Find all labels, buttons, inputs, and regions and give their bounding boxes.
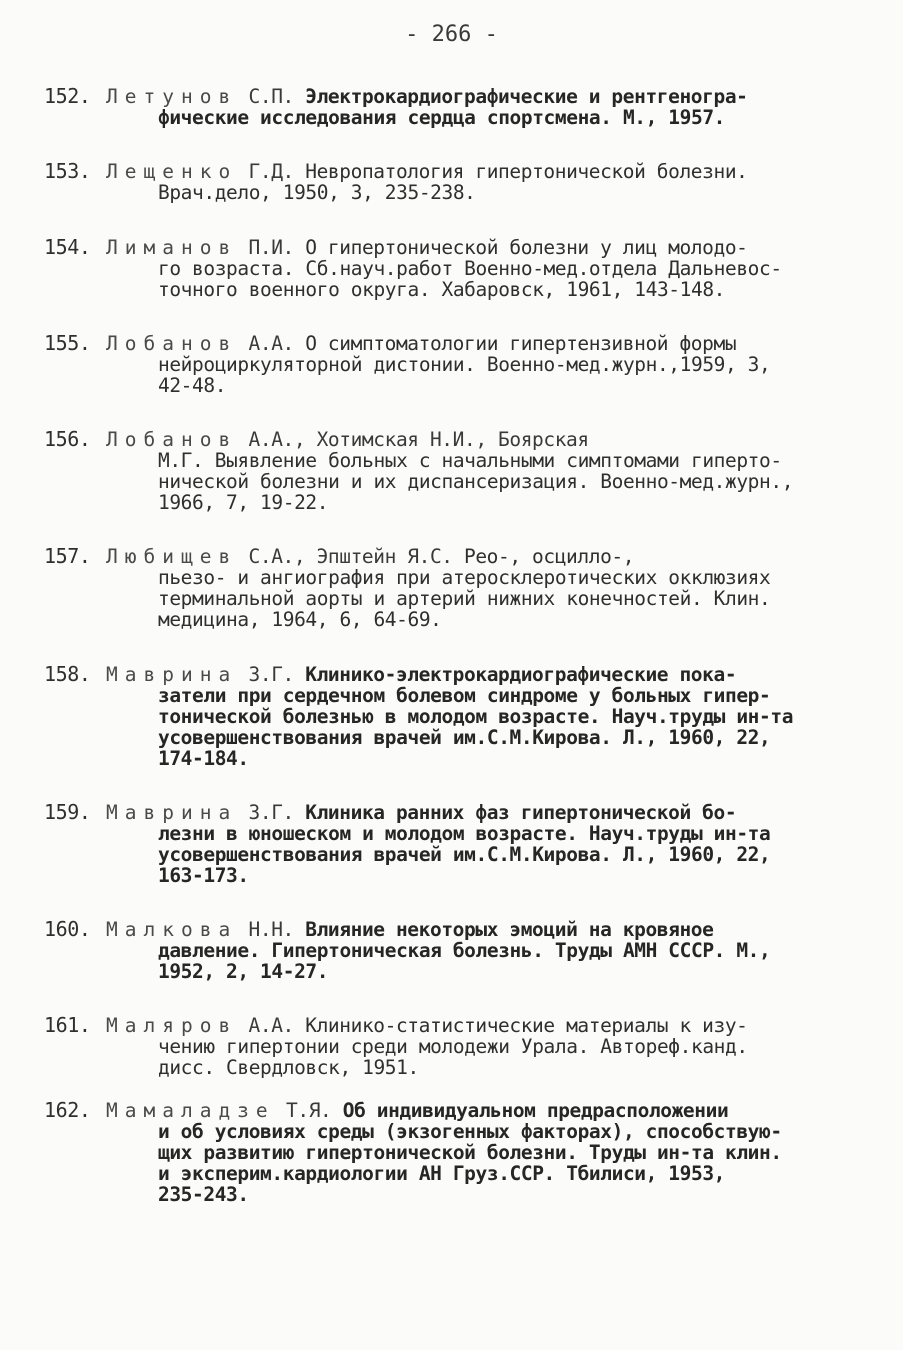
entry-text-line: дисс. Свердловск, 1951.	[158, 1056, 419, 1079]
bibliography-entry	[44, 333, 874, 396]
entry-text-line: О гипертонической болезни у лиц молодо-	[305, 236, 748, 259]
entry-author: Лещенко	[106, 160, 238, 183]
entry-number: 159.	[44, 800, 91, 824]
entry-text-line: Об индивидуальном предрасположении	[342, 1099, 729, 1122]
bibliography-entry	[44, 237, 874, 300]
entry-text-line: Влияние некоторых эмоций на кровяное	[305, 918, 714, 941]
entry-text-line: 174-184.	[158, 747, 249, 770]
entry-initials: А.А.	[248, 1014, 294, 1037]
entry-number: 157.	[44, 544, 91, 568]
entry-text-line: терминальной аорты и артерий нижних конечностей. Клин.	[158, 587, 771, 610]
entry-text-line: 1966, 7, 19-22.	[158, 491, 329, 514]
entry-first-line	[106, 86, 874, 107]
entry-text-line: Клинико-электрокардиографические пока-	[305, 663, 737, 686]
entry-initials: А.А., Хотимская Н.И., Боярская	[248, 428, 589, 451]
entry-first-line	[106, 546, 874, 567]
entry-text-line: нической болезни и их диспансеризация. Военно-мед.журн.,	[158, 470, 794, 493]
entry-initials: П.И.	[248, 236, 294, 259]
entry-text-line: затели при сердечном болевом синдроме у больных гипер-	[158, 684, 771, 707]
entry-author: Мамаладзе	[106, 1099, 275, 1122]
page-number: - 266 -	[405, 22, 498, 47]
entry-number: 160.	[44, 917, 91, 941]
entry-text-line: давление. Гипертоническая болезнь. Труды АМН СССР. М.,	[158, 939, 771, 962]
bibliography-entry	[44, 161, 874, 203]
bibliography-entry	[44, 546, 874, 630]
entry-number: 162.	[44, 1098, 91, 1122]
entry-text-line: 235-243.	[158, 1183, 249, 1206]
entry-author: Лобанов	[106, 332, 238, 355]
entry-initials: Н.Н.	[248, 918, 294, 941]
entry-text-line: точного военного округа. Хабаровск, 1961, 143-148.	[158, 278, 725, 301]
entry-text-line: го возраста. Сб.науч.работ Военно-мед.отдела Дальневос-	[158, 257, 782, 280]
bibliography-entry	[44, 1100, 874, 1205]
bibliography-entry	[44, 919, 874, 982]
entry-author: Маврина	[106, 801, 238, 824]
entry-text-line: лезни в юношеском и молодом возрасте. Науч.труды ин-та	[158, 822, 771, 845]
entry-first-line	[106, 802, 874, 823]
entry-initials: Г.Д.	[248, 160, 294, 183]
entry-text-line: нейроциркуляторной дистонии. Военно-мед.журн.,1959, 3,	[158, 353, 771, 376]
entry-number: 154.	[44, 235, 91, 259]
entry-initials: С.П.	[248, 85, 294, 108]
entry-initials: З.Г.	[248, 801, 294, 824]
entry-author: Малкова	[106, 918, 238, 941]
bibliography-entry	[44, 429, 874, 513]
entry-initials: А.А.	[248, 332, 294, 355]
entry-initials: С.А., Эпштейн Я.С.	[248, 545, 453, 568]
entry-number: 153.	[44, 159, 91, 183]
entry-text-line: тонической болезнью в молодом возрасте. Науч.труды ин-та	[158, 705, 794, 728]
entry-author: Лиманов	[106, 236, 238, 259]
bibliography-entry	[44, 664, 874, 769]
entry-text-line: фические исследования сердца спортсмена. М., 1957.	[158, 106, 725, 129]
entry-text-line: О симптоматологии гипертензивной формы	[305, 332, 737, 355]
entry-first-line	[106, 919, 874, 940]
entry-text-line: усовершенствования врачей им.С.М.Кирова. Л., 1960, 22,	[158, 843, 771, 866]
entry-text-line: Клинико-статистические материалы к изу-	[305, 1014, 748, 1037]
entry-first-line	[106, 429, 874, 450]
entry-first-line	[106, 161, 874, 182]
entry-text-line: Невропатология гипертонической болезни.	[305, 160, 748, 183]
entry-text-line: Рео-, осцилло-,	[464, 545, 635, 568]
entry-first-line	[106, 237, 874, 258]
entry-number: 158.	[44, 662, 91, 686]
entry-text-line: Электрокардиографические и рентгеногра-	[305, 85, 748, 108]
entry-text-line: пьезо- и ангиография при атеросклеротических окклюзиях	[158, 566, 771, 589]
entry-number: 155.	[44, 331, 91, 355]
entry-text-line: чению гипертонии среди молодежи Урала. Автореф.канд.	[158, 1035, 748, 1058]
entry-text-line: и эксперим.кардиологии АН Груз.ССР. Тбилиси, 1953,	[158, 1162, 725, 1185]
entry-text-line: М.Г. Выявление больных с начальными симптомами гиперто-	[158, 449, 782, 472]
bibliography-entry	[44, 1015, 874, 1078]
entry-first-line	[106, 664, 874, 685]
entry-text-line: 163-173.	[158, 864, 249, 887]
bibliography-entry	[44, 86, 874, 128]
entry-text-line: щих развитию гипертонической болезни. Труды ин-та клин.	[158, 1141, 782, 1164]
bibliography-list	[44, 86, 874, 1205]
entry-text-line: медицина, 1964, 6, 64-69.	[158, 608, 442, 631]
entry-author: Лобанов	[106, 428, 238, 451]
entry-text-line: Врач.дело, 1950, 3, 235-238.	[158, 181, 476, 204]
entry-initials: З.Г.	[248, 663, 294, 686]
entry-author: Летунов	[106, 85, 238, 108]
entry-author: Маляров	[106, 1014, 238, 1037]
entry-initials: Т.Я.	[286, 1099, 332, 1122]
entry-author: Маврина	[106, 663, 238, 686]
entry-text-line: усовершенствования врачей им.С.М.Кирова. Л., 1960, 22,	[158, 726, 771, 749]
entry-first-line	[106, 1015, 874, 1036]
entry-text-line: 1952, 2, 14-27.	[158, 960, 329, 983]
entry-first-line	[106, 333, 874, 354]
entry-number: 161.	[44, 1013, 91, 1037]
entry-text-line: Клиника ранних фаз гипертонической бо-	[305, 801, 737, 824]
entry-author: Любищев	[106, 545, 238, 568]
entry-first-line	[106, 1100, 874, 1121]
entry-text-line: и об условиях среды (экзогенных факторах), способствую-	[158, 1120, 782, 1143]
bibliography-entry	[44, 802, 874, 886]
entry-text-line: 42-48.	[158, 374, 227, 397]
entry-number: 156.	[44, 427, 91, 451]
entry-number: 152.	[44, 84, 91, 108]
